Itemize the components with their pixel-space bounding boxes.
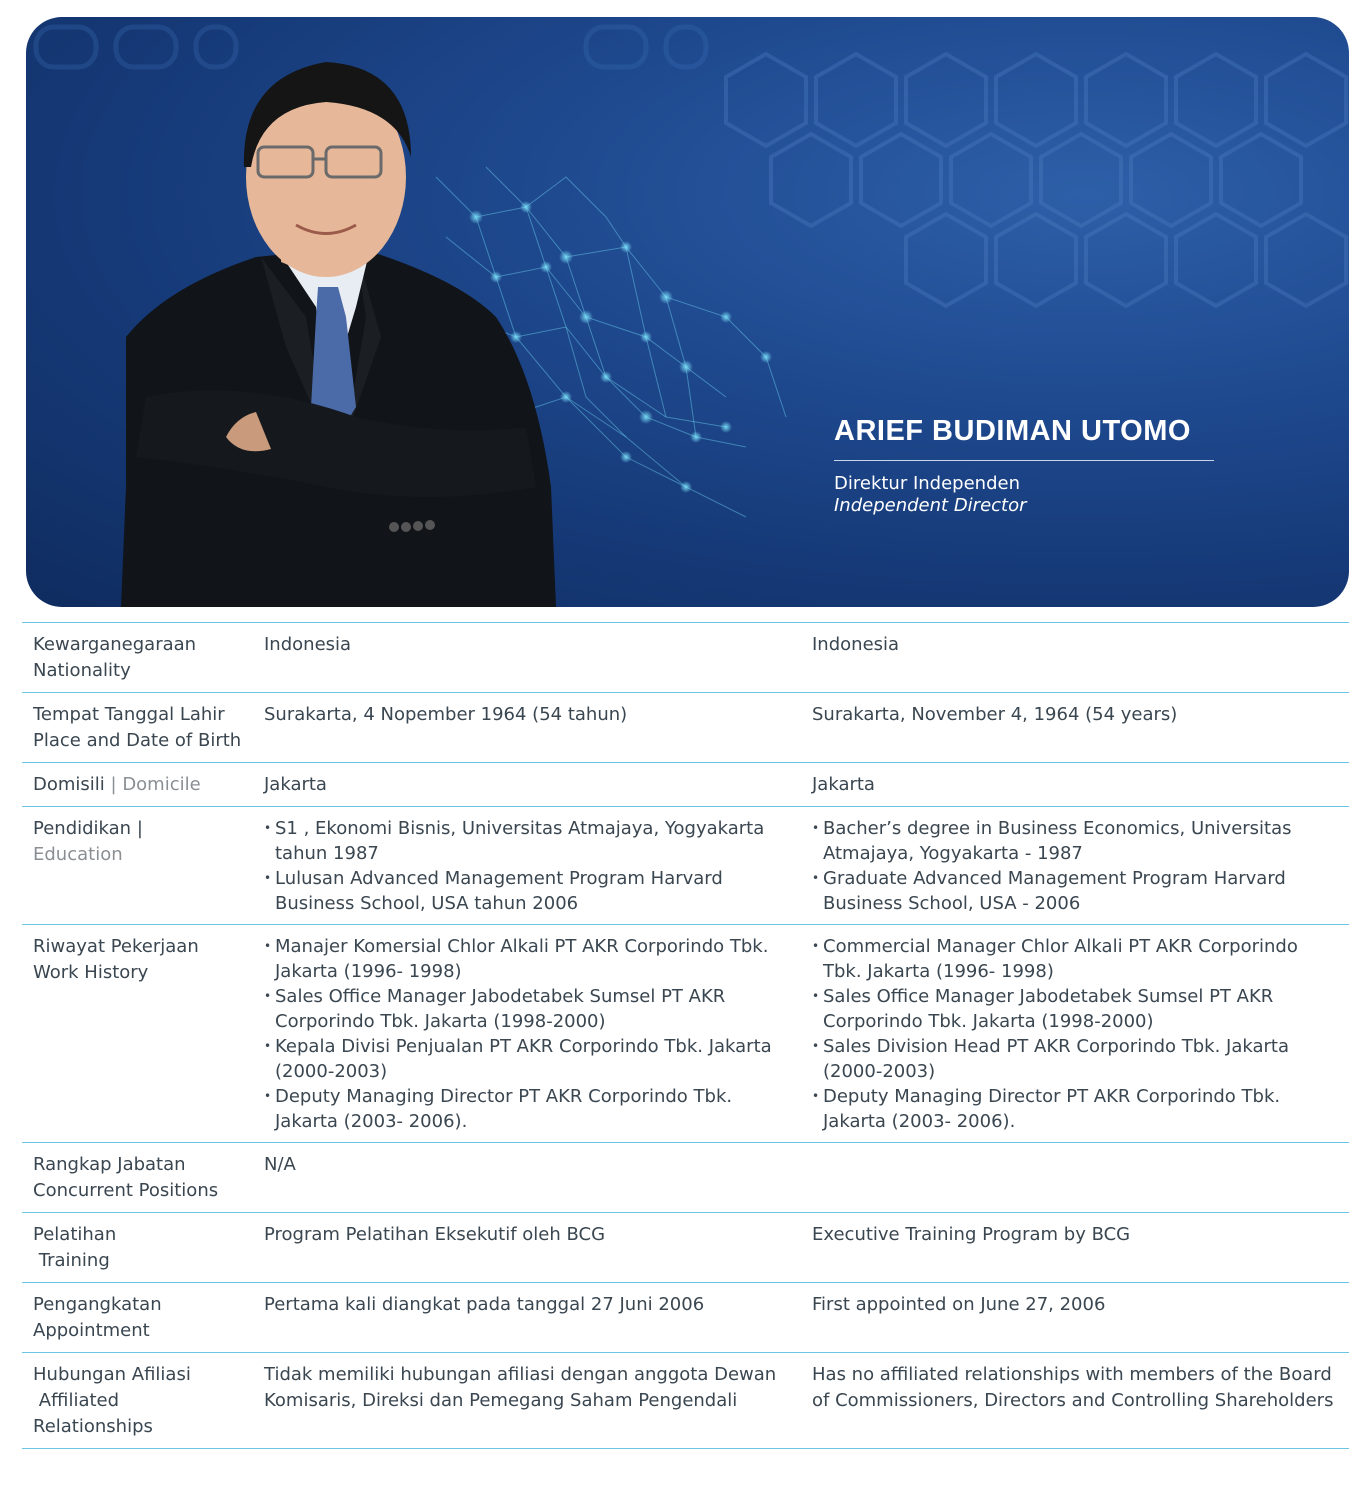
list-item: • Lulusan Advanced Management Program Harvard Business School, USA tahun 2006 — [264, 866, 791, 916]
value-indonesian — [253, 925, 801, 1143]
label-cell: Riwayat Pekerjaan Work History — [22, 925, 253, 1143]
list-item: • Sales Division Head PT AKR Corporindo Tbk. Jakarta (2000-2003) — [812, 1034, 1339, 1084]
list-item: • Manajer Komersial Chlor Alkali PT AKR Corporindo Tbk. Jakarta (1996- 1998) — [264, 934, 791, 984]
label-cell: Kewarganegaraan Nationality — [22, 623, 253, 693]
table-row-work-history — [22, 925, 1349, 1143]
list-item: • Deputy Managing Director PT AKR Corporindo Tbk. Jakarta (2003- 2006). — [812, 1084, 1339, 1134]
value-english: First appointed on June 27, 2006 — [801, 1283, 1349, 1353]
value-english: Has no affiliated relationships with members of the Board of Commissioners, Directors and Controlling Shareholders — [801, 1353, 1349, 1449]
list-item: • Sales Office Manager Jabodetabek Sumsel PT AKR Corporindo Tbk. Jakarta (1998-2000) — [264, 984, 791, 1034]
list-item: • Sales Office Manager Jabodetabek Sumsel PT AKR Corporindo Tbk. Jakarta (1998-2000) — [812, 984, 1339, 1034]
value-indonesian: Program Pelatihan Eksekutif oleh BCG — [253, 1213, 801, 1283]
profile-details-table — [22, 622, 1349, 1449]
table-row-training — [22, 1213, 1349, 1283]
value-indonesian: Indonesia — [253, 623, 801, 693]
value-english: Surakarta, November 4, 1964 (54 years) — [801, 693, 1349, 763]
value-english: Jakarta — [801, 763, 1349, 807]
value-indonesian: Pertama kali diangkat pada tanggal 27 Juni 2006 — [253, 1283, 801, 1353]
label-cell: Pengangkatan Appointment — [22, 1283, 253, 1353]
director-portrait — [26, 17, 646, 607]
value-indonesian: N/A — [253, 1143, 801, 1213]
value-english — [801, 925, 1349, 1143]
role-english: Independent Director — [834, 495, 1027, 516]
table-row-education — [22, 807, 1349, 925]
table-row-appointment — [22, 1283, 1349, 1353]
table-row-nationality — [22, 623, 1349, 693]
table-row-domicile — [22, 763, 1349, 807]
list-item: • Graduate Advanced Management Program Harvard Business School, USA - 2006 — [812, 866, 1339, 916]
table-row-birth — [22, 693, 1349, 763]
role-indonesian: Direktur Independen — [834, 473, 1020, 494]
profile-name-block — [834, 415, 1214, 517]
value-indonesian: Surakarta, 4 Nopember 1964 (54 tahun) — [253, 693, 801, 763]
list-item: • Bacher’s degree in Business Economics, Universitas Atmajaya, Yogyakarta - 1987 — [812, 816, 1339, 866]
label-cell: Pelatihan Training — [22, 1213, 253, 1283]
list-item: • S1 , Ekonomi Bisnis, Universitas Atmajaya, Yogyakarta tahun 1987 — [264, 816, 791, 866]
label-cell: Hubungan Afiliasi Affiliated Relationships — [22, 1353, 253, 1449]
value-english: Indonesia — [801, 623, 1349, 693]
value-english: Executive Training Program by BCG — [801, 1213, 1349, 1283]
value-indonesian: Jakarta — [253, 763, 801, 807]
table-row-concurrent-positions — [22, 1143, 1349, 1213]
value-indonesian — [253, 807, 801, 925]
value-english — [801, 1143, 1349, 1213]
profile-banner — [26, 17, 1349, 607]
label-cell: Rangkap Jabatan Concurrent Positions — [22, 1143, 253, 1213]
value-indonesian: Tidak memiliki hubungan afiliasi dengan anggota Dewan Komisaris, Direksi dan Pemegang Saham Pengendali — [253, 1353, 801, 1449]
list-item: • Kepala Divisi Penjualan PT AKR Corporindo Tbk. Jakarta (2000-2003) — [264, 1034, 791, 1084]
label-cell: Tempat Tanggal Lahir Place and Date of Birth — [22, 693, 253, 763]
label-cell: Domisili | Domicile — [22, 763, 253, 807]
list-item: • Commercial Manager Chlor Alkali PT AKR Corporindo Tbk. Jakarta (1996- 1998) — [812, 934, 1339, 984]
value-english — [801, 807, 1349, 925]
label-cell: Pendidikan | Education — [22, 807, 253, 925]
director-name: ARIEF BUDIMAN UTOMO — [834, 415, 1214, 461]
list-item: • Deputy Managing Director PT AKR Corporindo Tbk. Jakarta (2003- 2006). — [264, 1084, 791, 1134]
table-row-affiliation — [22, 1353, 1349, 1449]
